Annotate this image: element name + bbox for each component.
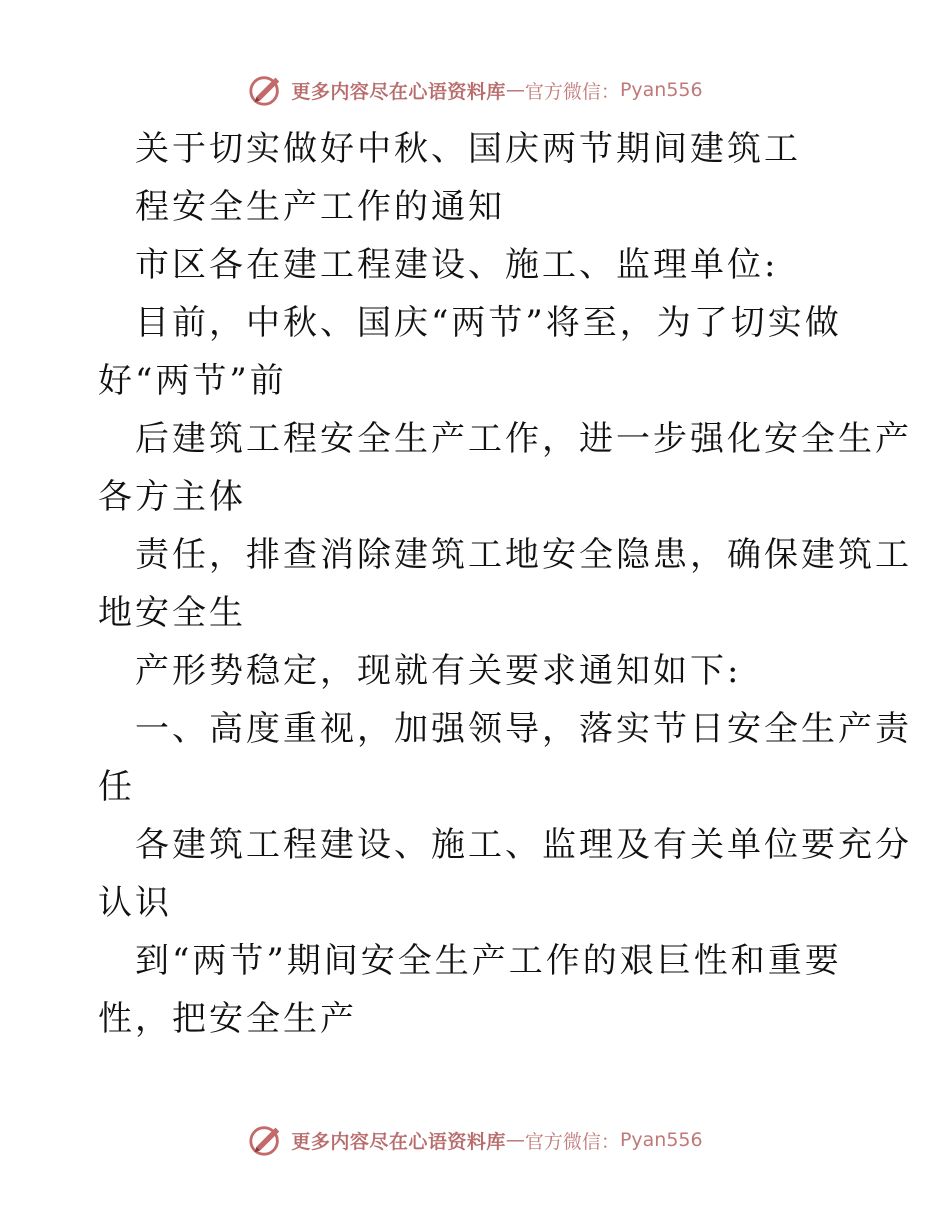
banner-dash: — — [505, 79, 525, 101]
banner-site-text: 更多内容尽在心语资料库 — [291, 80, 506, 103]
header-banner — [0, 70, 950, 110]
paragraph-line: 地安全生 — [98, 593, 246, 633]
paragraph-line: 各方主体 — [98, 477, 246, 517]
paragraph-line: 后建筑工程安全生产工作，进一步强化安全生产 — [135, 419, 912, 459]
paragraph-line: 产形势稳定，现就有关要求通知如下: — [135, 651, 742, 691]
banner-wechat-id: Pyan556 — [619, 1129, 703, 1151]
paragraph-line: 好“两节”前 — [98, 361, 287, 401]
paragraph-line: 到“两节”期间安全生产工作的艰巨性和重要 — [135, 941, 842, 981]
pen-logo-icon — [247, 72, 285, 108]
title-line-1: 关于切实做好中秋、国庆两节期间建筑工 — [135, 129, 801, 169]
banner-wechat-label: 官方微信： — [524, 80, 620, 103]
paragraph-line: 目前，中秋、国庆“两节”将至，为了切实做 — [135, 303, 842, 343]
title-line-2: 程安全生产工作的通知 — [135, 187, 505, 227]
paragraph-line: 责任，排查消除建筑工地安全隐患，确保建筑工 — [135, 535, 912, 575]
banner-wechat-id: Pyan556 — [619, 79, 703, 101]
banner-wechat-label: 官方微信： — [524, 1130, 620, 1153]
footer-banner — [0, 1120, 950, 1160]
banner-site-text: 更多内容尽在心语资料库 — [291, 1130, 506, 1153]
section-heading-line: 任 — [98, 767, 135, 807]
paragraph-line: 性，把安全生产 — [98, 999, 357, 1039]
paragraph-line: 各建筑工程建设、施工、监理及有关单位要充分 — [135, 825, 912, 865]
section-heading-line: 一、高度重视，加强领导，落实节日安全生产责 — [135, 709, 912, 749]
paragraph-line: 认识 — [98, 883, 172, 923]
banner-dash: — — [505, 1129, 525, 1151]
pen-logo-icon — [247, 1122, 285, 1158]
addressee-line: 市区各在建工程建设、施工、监理单位: — [135, 245, 779, 285]
